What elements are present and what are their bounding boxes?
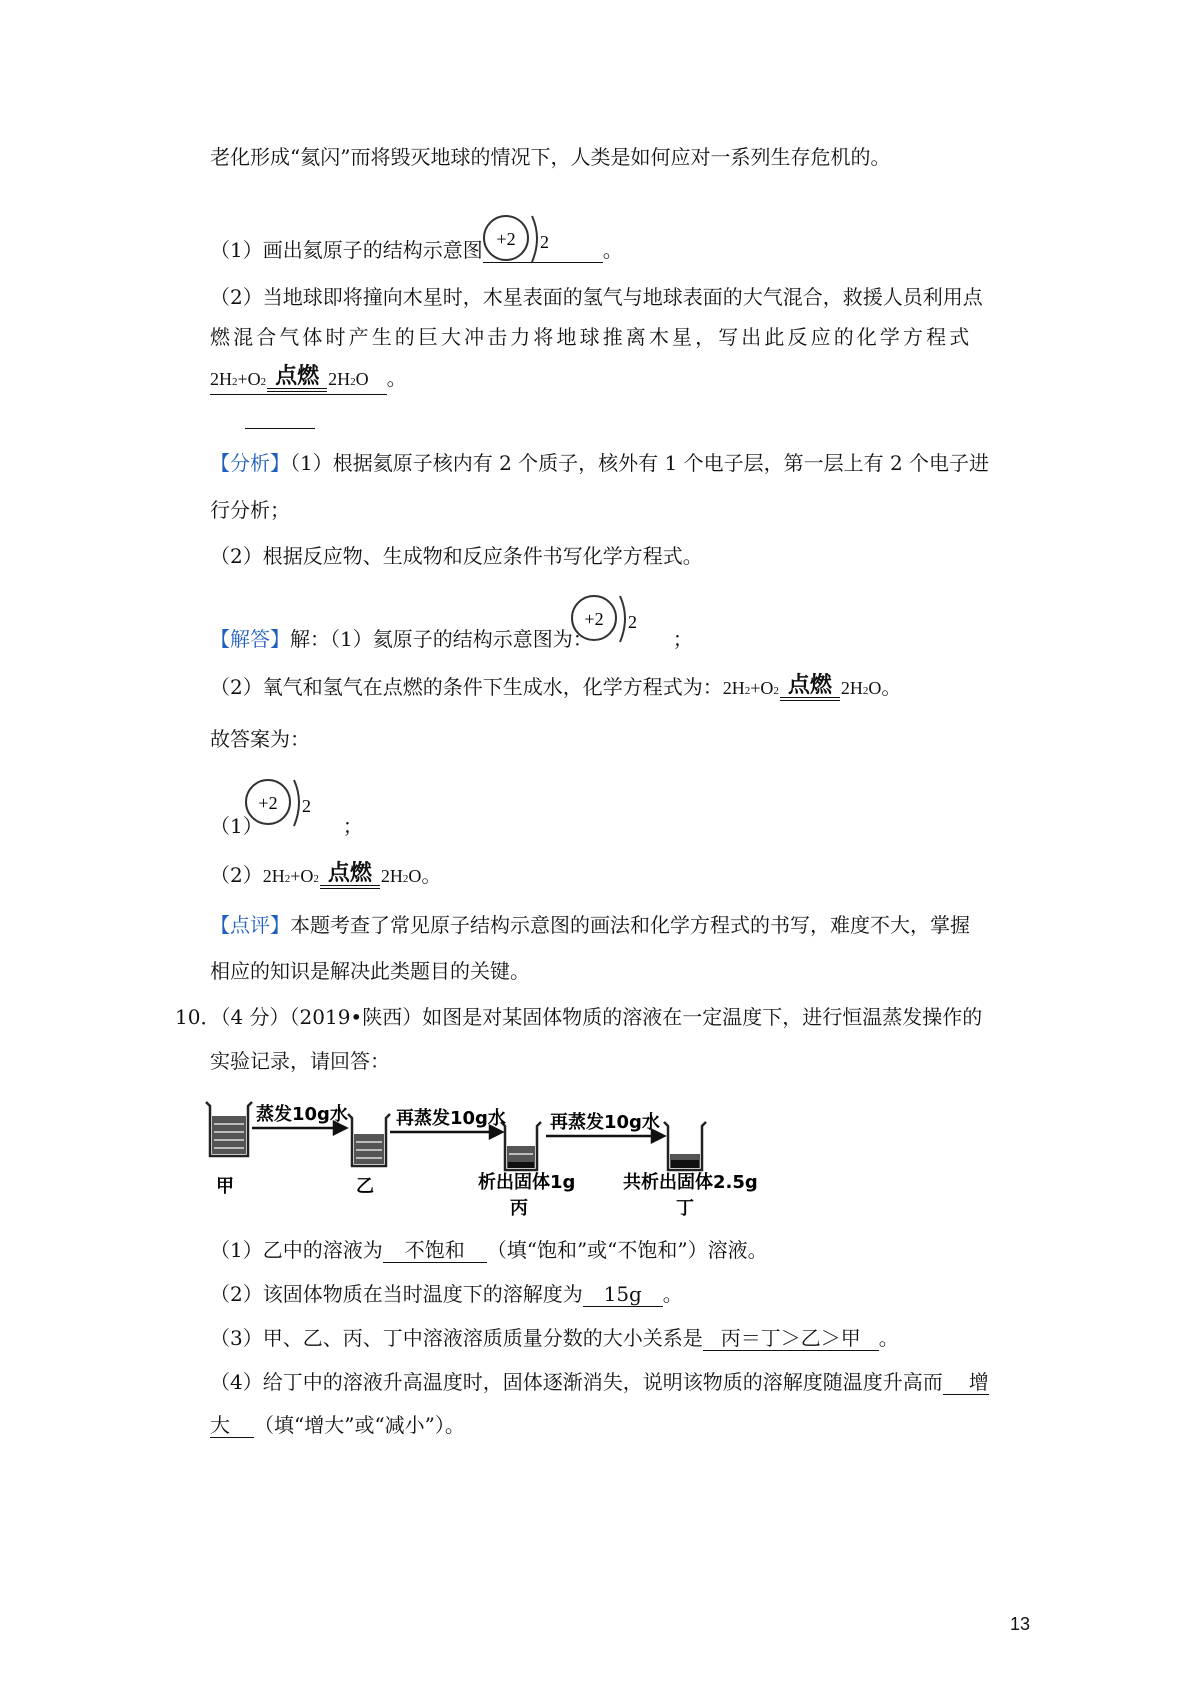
comment-tag: 【点评】	[210, 913, 290, 937]
q1-answer-blank	[483, 238, 603, 263]
analysis-line3: （2）根据反应物、生成物和反应条件书写化学方程式。	[210, 544, 703, 568]
q10-part3: （3）甲、乙、丙、丁中溶液溶质质量分数的大小关系是 丙＝丁＞乙＞甲 。	[210, 1326, 899, 1350]
precipitate-bing	[508, 1162, 534, 1168]
q1-line: （1）画出氦原子的结构示意图 。	[210, 238, 623, 262]
answer-equation: 2H 2 +O 2 点燃 2H 2 O	[263, 862, 422, 893]
q10-part4-answer-part2: 大	[210, 1413, 254, 1438]
atom-nucleus-label: +2	[496, 229, 516, 249]
analysis-line1: 【分析】（1）根据氦原子核内有 2 个质子，核外有 1 个电子层，第一层上有 2 个电子进	[210, 451, 990, 475]
answer-2: （2） 2H 2 +O 2 点燃 2H 2 O 。	[210, 861, 441, 893]
page-number: 13	[1010, 1614, 1031, 1634]
analysis-line2: 行分析；	[210, 498, 290, 522]
q10-line1: 10．（4 分）（2019•陕西）如图是对某固体物质的溶液在一定温度下，进行恒温蒸发操作的	[175, 1005, 983, 1029]
q10-line2: 实验记录，请回答：	[210, 1049, 390, 1073]
solution-line2: （2）氧气和氢气在点燃的条件下生成水，化学方程式为： 2H 2 +O 2 点燃 2H 2 O 。	[210, 673, 901, 705]
answer-label: 故答案为：	[210, 727, 310, 751]
comment-line2: 相应的知识是解决此类题目的关键。	[210, 959, 530, 983]
q2-equation: 2H 2 +O 2 点燃 2H 2 O	[210, 367, 387, 395]
q10-part1: （1）乙中的溶液为 不饱和 （填“饱和”或“不饱和”）溶液。	[210, 1238, 768, 1262]
step1-label: 蒸发10g水	[256, 1104, 348, 1125]
label-bing: 丙	[510, 1198, 528, 1219]
solution-tag: 【解答】	[210, 627, 290, 651]
precipitate-ding	[671, 1160, 699, 1168]
analysis-tag: 【分析】	[210, 451, 290, 475]
condition-text: 点燃	[275, 364, 320, 389]
solution-yi	[354, 1134, 384, 1164]
step2-label: 再蒸发10g水	[396, 1108, 506, 1129]
label-ding: 丁	[676, 1198, 694, 1219]
q10-part2-answer: 15g	[583, 1282, 663, 1307]
note-ding: 共析出固体2.5g	[623, 1172, 758, 1193]
q10-part3-answer: 丙＝丁＞乙＞甲	[703, 1326, 879, 1351]
atom-electron-count: 2	[540, 232, 549, 252]
q10-part2: （2）该固体物质在当时温度下的溶解度为 15g 。	[210, 1282, 683, 1306]
svg-text:2: 2	[628, 612, 637, 632]
label-jia: 甲	[216, 1176, 234, 1197]
q10-part4-line1: （4）给丁中的溶液升高温度时，固体逐渐消失，说明该物质的溶解度随温度升高而 增	[210, 1370, 989, 1394]
step3-label: 再蒸发10g水	[550, 1112, 660, 1133]
note-bing: 析出固体1g	[478, 1172, 576, 1193]
comment-line1: 【点评】本题考查了常见原子结构示意图的画法和化学方程式的书写，难度不大，掌握	[210, 913, 970, 937]
q2-line1: （2）当地球即将撞向木星时，木星表面的氢气与地球表面的大气混合，救援人员利用点	[210, 285, 983, 309]
svg-text:2: 2	[302, 796, 311, 816]
svg-text:+2: +2	[584, 609, 604, 629]
label-yi: 乙	[356, 1176, 374, 1197]
answer-1: （1） ；	[210, 814, 363, 838]
q10-part4-line2: 大 （填“增大”或“减小”）。	[210, 1413, 465, 1437]
solution-line1: 【解答】解：（1）氦原子的结构示意图为： ；	[210, 627, 693, 651]
solution-equation: 2H 2 +O 2 点燃 2H 2 O	[723, 674, 882, 705]
q10-part1-answer: 不饱和	[383, 1238, 487, 1263]
intro-text: 老化形成“氦闪”而将毁灭地球的情况下，人类是如何应对一系列生存危机的。	[210, 145, 891, 169]
q2-equation-line: 2H 2 +O 2 点燃 2H 2 O 。	[210, 364, 407, 395]
q2-line2: 燃混合气体时产生的巨大冲击力将地球推离木星，写出此反应的化学方程式	[210, 325, 973, 349]
svg-text:+2: +2	[258, 793, 278, 813]
q10-part4-answer-part1: 增	[943, 1370, 989, 1395]
equation-underline-tail	[245, 428, 315, 429]
evaporation-diagram	[200, 1092, 760, 1222]
